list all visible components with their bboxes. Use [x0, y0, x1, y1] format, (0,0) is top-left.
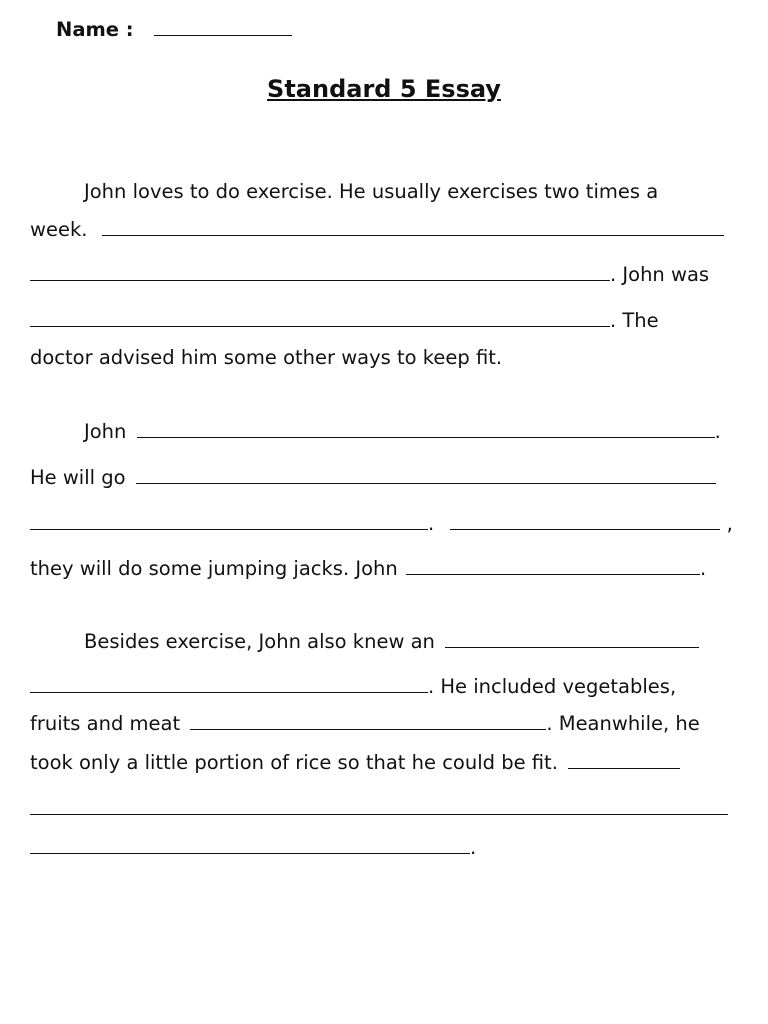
line-text: . The [610, 309, 659, 332]
essay-line [30, 675, 676, 699]
answer-blank[interactable] [30, 528, 428, 530]
answer-blank[interactable] [445, 646, 699, 648]
essay-line [84, 630, 699, 654]
name-row [56, 18, 292, 42]
essay-line [30, 557, 706, 581]
line-text: they will do some jumping jacks. John [30, 557, 398, 580]
line-text: . [428, 512, 435, 535]
essay-line [84, 180, 658, 204]
essay-line [30, 751, 680, 775]
answer-blank[interactable] [30, 325, 610, 327]
answer-blank[interactable] [406, 573, 700, 575]
answer-blank[interactable] [102, 234, 724, 236]
name-label: Name : [56, 18, 134, 41]
line-text: week. [30, 218, 88, 241]
essay-line [30, 263, 709, 287]
line-text: . Meanwhile, he [546, 712, 700, 735]
line-text: . [714, 420, 721, 443]
essay-line [30, 309, 659, 333]
line-text: . He included vegetables, [428, 675, 677, 698]
line-text: Besides exercise, John also knew an [84, 630, 435, 653]
essay-line [30, 797, 728, 821]
line-text: John loves to do exercise. He usually exercises two times a [84, 180, 659, 203]
answer-blank[interactable] [568, 767, 680, 769]
essay-line [30, 836, 476, 860]
essay-line [30, 512, 733, 536]
line-text: . [470, 836, 477, 859]
essay-line [30, 346, 502, 370]
answer-blank[interactable] [30, 691, 428, 693]
essay-line [30, 218, 724, 242]
essay-line [84, 420, 721, 444]
line-text: doctor advised him some other ways to keep fit. [30, 346, 503, 369]
line-text: , [726, 512, 733, 535]
line-text: He will go [30, 466, 126, 489]
name-blank[interactable] [154, 34, 292, 36]
answer-blank[interactable] [136, 482, 716, 484]
line-text: . John was [610, 263, 710, 286]
answer-blank[interactable] [137, 436, 715, 438]
answer-blank[interactable] [30, 852, 470, 854]
answer-blank[interactable] [190, 728, 546, 730]
line-text: . [699, 557, 707, 580]
page-title: Standard 5 Essay [267, 75, 501, 103]
answer-blank[interactable] [450, 528, 720, 530]
essay-line [30, 466, 716, 490]
essay-line [30, 712, 700, 736]
line-text: John [84, 420, 127, 443]
line-text: fruits and meat [30, 712, 181, 735]
answer-blank[interactable] [30, 813, 728, 815]
line-text: took only a little portion of rice so that he could be fit. [30, 751, 558, 774]
answer-blank[interactable] [30, 279, 610, 281]
